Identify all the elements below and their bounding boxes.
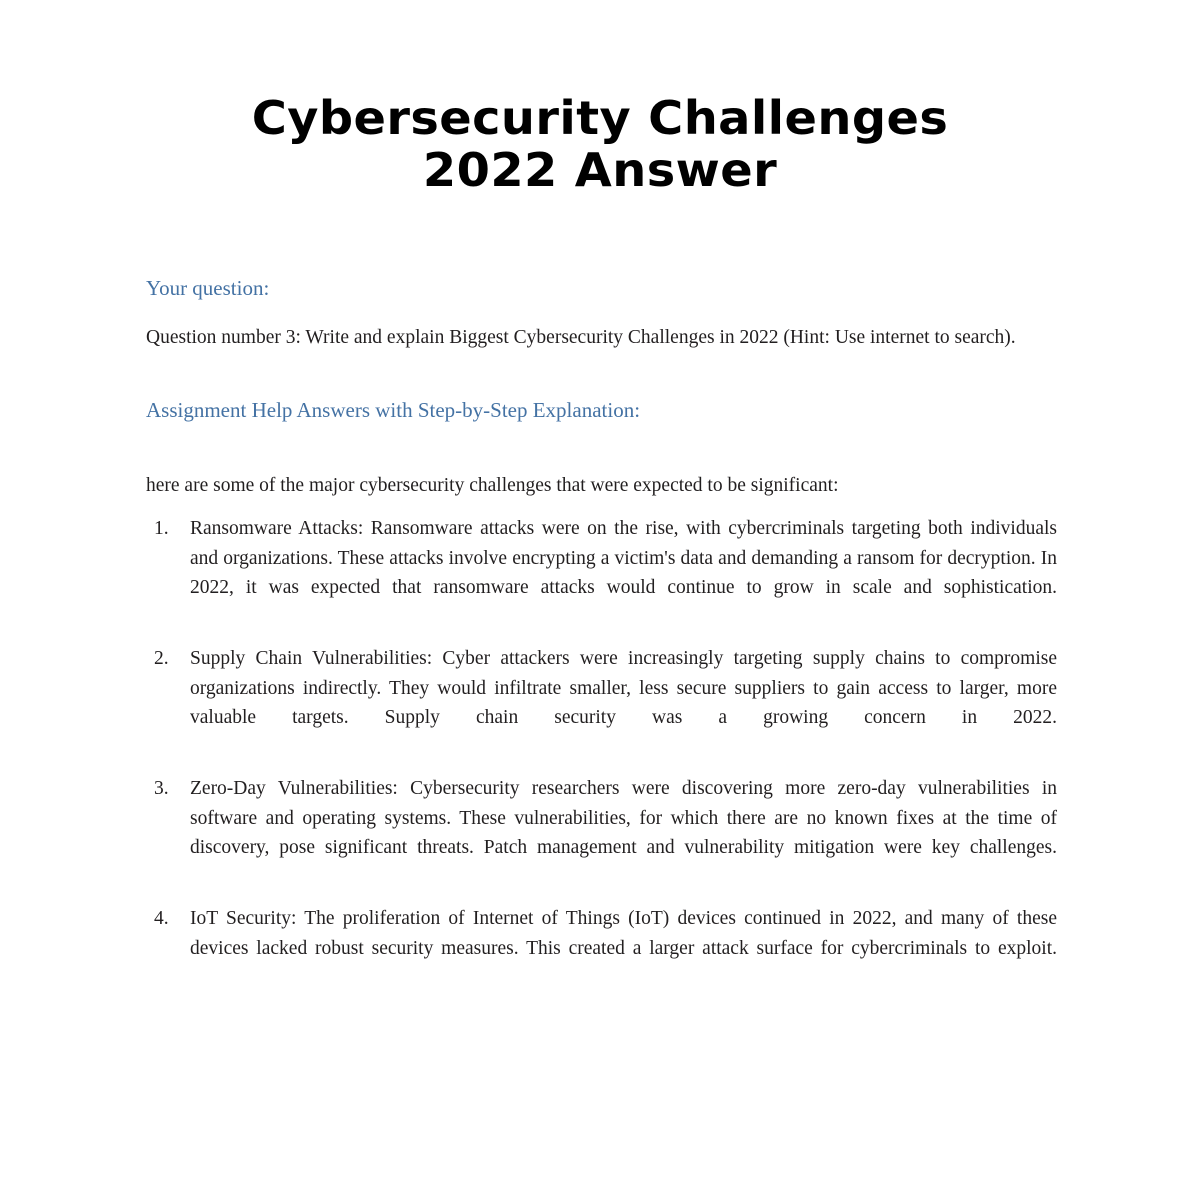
question-section-heading: Your question: <box>146 276 270 300</box>
spacer <box>146 353 1057 397</box>
list-item <box>146 514 1057 632</box>
list-item <box>146 904 1057 993</box>
question-text: Question number 3: Write and explain Biggest Cybersecurity Challenges in 2022 (Hint: Use internet to search). <box>146 327 1016 348</box>
list-item-text: Ransomware Attacks: Ransomware attacks were on the rise, with cybercriminals targeting both individuals and organizations. These attacks involve encrypting a victim's data and demanding a ransom for decryption. In 2022, it was expected that ransomware attacks would continue to grow in scale and sophistication. <box>190 518 1057 598</box>
list-item <box>146 644 1057 762</box>
list-item-text: Zero-Day Vulnerabilities: Cybersecurity researchers were discovering more zero-day vulnerabilities in software and operating systems. These vulnerabilities, for which there are no known fixes at the time of discovery, pose significant threats. Patch management and vulnerability mitigation were key challenges. <box>190 778 1057 858</box>
page-title-line-1: Cybersecurity Challenges <box>251 91 949 145</box>
spacer <box>146 423 1057 471</box>
answer-section-heading: Assignment Help Answers with Step-by-Step Explanation: <box>146 397 641 422</box>
challenge-list <box>146 514 1057 993</box>
answer-intro-text: here are some of the major cybersecurity challenges that were expected to be significant: <box>146 474 839 496</box>
list-item-text: Supply Chain Vulnerabilities: Cyber attackers were increasingly targeting supply chains to compromise organizations indirectly. They would infiltrate smaller, less secure suppliers to gain access to larger, more valuable targets. Supply chain security was a growing concern in 2022. <box>190 648 1057 728</box>
spacer <box>146 301 1057 323</box>
page-title <box>122 92 1079 196</box>
document-body <box>146 275 1057 993</box>
list-item <box>146 774 1057 892</box>
list-item-text: IoT Security: The proliferation of Internet of Things (IoT) devices continued in 2022, and many of these devices lacked robust security measures. This created a larger attack surface for cybercriminals to exploit. <box>190 908 1057 959</box>
page-title-line-2: 2022 Answer <box>422 143 778 197</box>
